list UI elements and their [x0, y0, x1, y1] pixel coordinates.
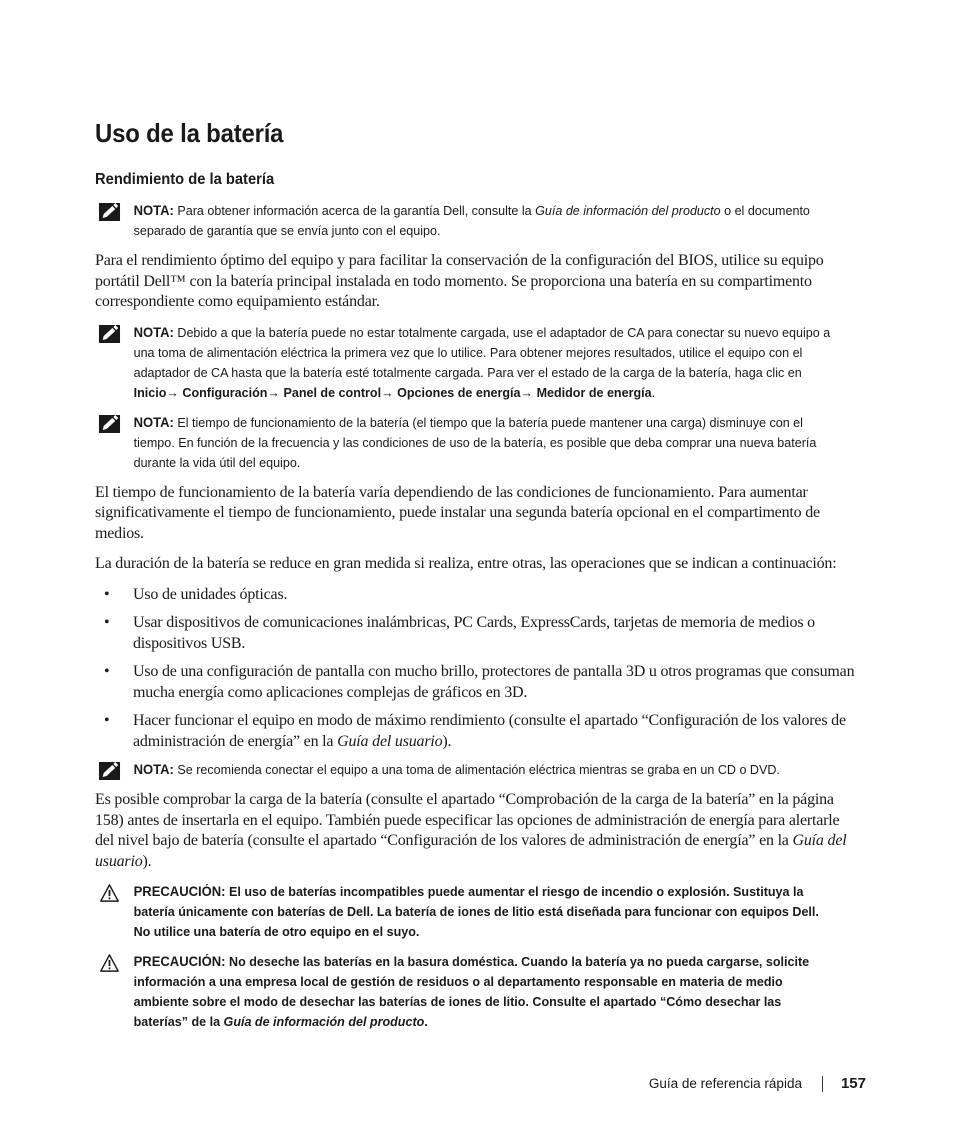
doc-reference: Guía de información del producto — [223, 1014, 425, 1029]
doc-reference: Guía del usuario — [95, 832, 847, 870]
note-pencil-icon — [99, 203, 120, 221]
caution-label: PRECAUCIÓN: — [133, 954, 226, 969]
note-label: NOTA: — [133, 203, 174, 218]
bullet-icon: • — [104, 663, 110, 680]
note-cd-dvd: NOTA: Se recomienda conectar el equipo a una toma de alimentación eléctrica mientras se graba en un CD o DVD. — [95, 760, 833, 780]
note-battery-life: NOTA: El tiempo de funcionamiento de la batería (el tiempo que la batería puede mantener una carga) disminuye con el tiempo. En función de la frecuencia y las condiciones de uso de la batería, es posible que deba comprar una nueva batería durante la vida útil del equipo. — [95, 413, 833, 473]
paragraph: Es posible comprobar la carga de la batería (consulte el apartado “Comprobación de la carga de la batería” en la página 158) antes de insertarla en el equipo. También puede especificar las opciones de administración de energía para alertarle del nivel bajo de batería (consulte el apartado “Configuración de los valores de administración de energía” en la Guía del usuario). — [95, 791, 847, 870]
warning-triangle-icon — [99, 884, 120, 902]
note-label: NOTA: — [133, 414, 174, 430]
page-footer — [0, 1075, 866, 1092]
paragraph: Para el rendimiento óptimo del equipo y para facilitar la conservación de la configuración del BIOS, utilice su equipo portátil Dell™ con la batería principal instalada en todo momento. Se proporciona una batería en su compartimento correspondiente como equipamiento estándar. — [95, 252, 824, 310]
paragraph: El tiempo de funcionamiento de la batería varía dependiendo de las condiciones de funcionamiento. Para aumentar significativamente el tiempo de funcionamiento, puede instalar una segunda batería opcional en el compartimento de medios. — [95, 483, 820, 542]
footer-divider — [822, 1076, 823, 1092]
menu-path-medidor: Medidor de energía — [536, 384, 652, 400]
list-item: • Usar dispositivos de comunicaciones inalámbricas, PC Cards, ExpressCards, tarjetas de memoria de medios o dispositivos USB. — [104, 614, 815, 652]
caution-label: PRECAUCIÓN: — [133, 884, 226, 899]
caution-disposal: PRECAUCIÓN: No deseche las baterías en la basura doméstica. Cuando la batería ya no pueda cargarse, solicite información a una empresa local de gestión de residuos o al departamento responsable en materia de medio ambiente sobre el modo de desechar las baterías de iones de litio. Consulte el apartado “Cómo desechar las baterías” de la Guía de información del producto. — [95, 952, 833, 1032]
page-title: Uso de la batería — [95, 118, 284, 148]
note-ac-adapter: NOTA: Debido a que la batería puede no estar totalmente cargada, use el adaptador de CA para conectar su nuevo equipo a una toma de alimentación eléctrica la primera vez que lo utilice. Para obtener mejores resultados, utilice el equipo con el adaptador de CA hasta que la batería esté totalmente cargada. Para ver el estado de la carga de la batería, haga clic en Inicio→ Configuración→ Panel de control→ Opciones de energía→ Medidor de energía. — [95, 323, 833, 403]
bullet-icon: • — [104, 585, 110, 603]
warning-triangle-icon — [99, 954, 120, 972]
caution-incompatible: PRECAUCIÓN: El uso de baterías incompatibles puede aumentar el riesgo de incendio o explosión. Sustituya la batería únicamente con baterías de Dell. La batería de iones de litio está diseñada para funcionar con equipos Dell. No utilice una batería de otro equipo en el suyo. — [95, 882, 833, 942]
note-warranty: NOTA: Para obtener información acerca de la garantía Dell, consulte la Guía de información del producto o el documento separado de garantía que se envía junto con el equipo. — [95, 201, 833, 241]
list-item: • Uso de una configuración de pantalla con mucho brillo, protectores de pantalla 3D u otros programas que consuman mucha energía como aplicaciones complejas de gráficos en 3D. — [104, 663, 855, 701]
doc-reference: Guía del usuario — [337, 732, 443, 750]
note-label: NOTA: — [133, 762, 174, 777]
page-content — [95, 118, 860, 1042]
footer-title: Guía de referencia rápida — [648, 1076, 802, 1091]
menu-path-opciones: Opciones de energía — [397, 384, 521, 400]
doc-reference: Guía de información del producto — [535, 203, 721, 218]
menu-path-configuracion: Configuración — [182, 384, 268, 400]
menu-path-inicio: Inicio — [133, 384, 167, 400]
bullet-icon: • — [104, 712, 110, 729]
note-pencil-icon — [99, 325, 120, 343]
note-pencil-icon — [99, 415, 120, 433]
section-heading: Rendimiento de la batería — [95, 171, 275, 188]
note-label: NOTA: — [133, 324, 174, 340]
list-item: • Uso de unidades ópticas. — [95, 585, 860, 606]
paragraph: La duración de la batería se reduce en gran medida si realiza, entre otras, las operaciones que se indican a continuación: — [95, 555, 837, 572]
page-number: 157 — [840, 1075, 866, 1092]
menu-path-panel: Panel de control — [283, 384, 382, 400]
list-item: • Hacer funcionar el equipo en modo de máximo rendimiento (consulte el apartado “Configuración de los valores de administración de energía” en la Guía del usuario). — [104, 712, 846, 750]
note-pencil-icon — [99, 762, 120, 780]
bullet-list — [95, 585, 860, 753]
bullet-icon: • — [104, 614, 110, 631]
